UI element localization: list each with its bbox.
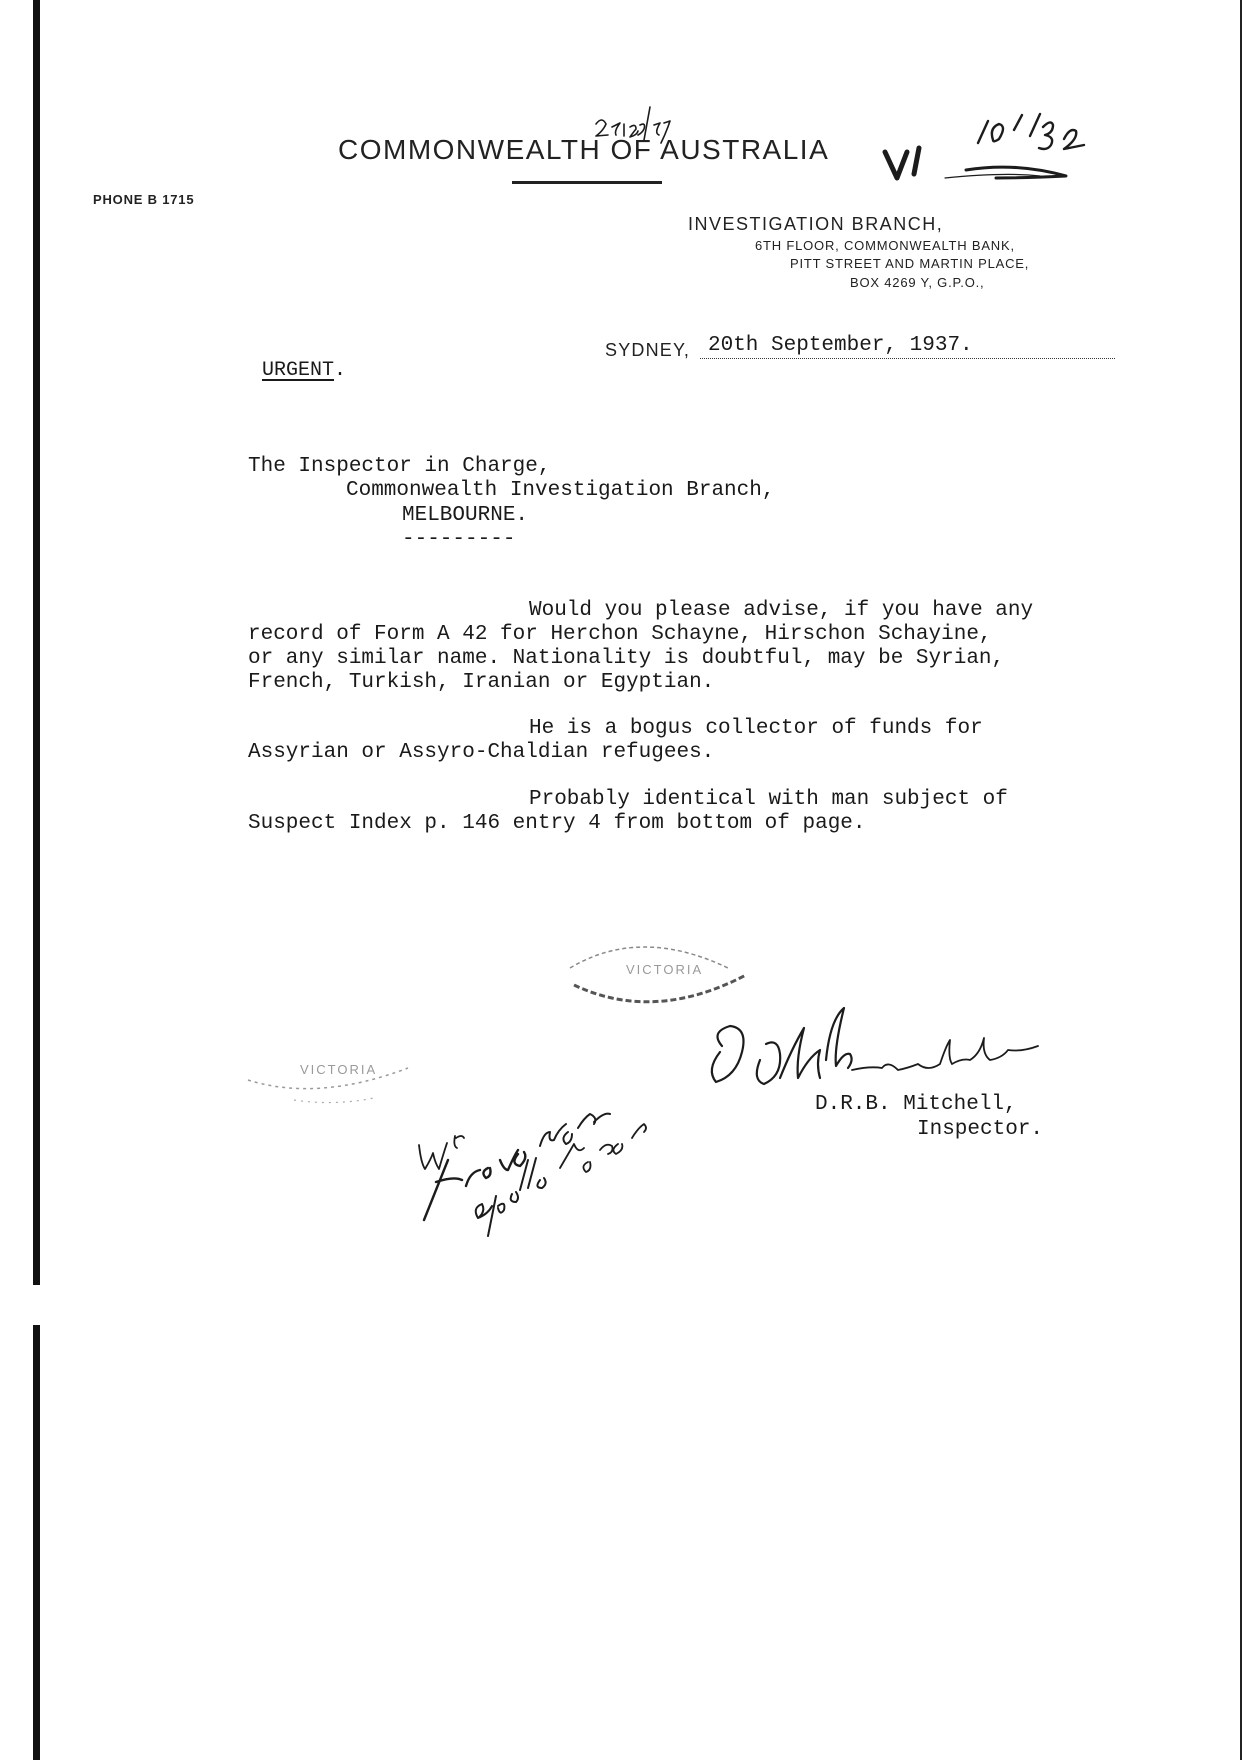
recipient-rule: --------- <box>402 528 516 551</box>
body-line: Assyrian or Assyro-Chaldian refugees. <box>248 741 715 764</box>
body-line: record of Form A 42 for Herchon Schayne, Hirschon Schayine, <box>248 623 992 646</box>
signatory-name: D.R.B. Mitchell, <box>815 1093 1017 1116</box>
handwritten-note <box>419 1114 646 1236</box>
handwritten-dash <box>945 167 1066 178</box>
phone-number: PHONE B 1715 <box>93 192 195 207</box>
address-line: PITT STREET AND MARTIN PLACE, <box>790 256 1030 271</box>
signatory-title: Inspector. <box>917 1118 1044 1141</box>
handwritten-file-ref <box>596 107 670 143</box>
dateline-city: SYDNEY, <box>605 340 691 360</box>
urgent-suffix: . <box>334 359 347 382</box>
branch-name: INVESTIGATION BRANCH, <box>688 214 944 234</box>
stamp-victoria-lower <box>248 1068 408 1103</box>
address-line: 6TH FLOOR, COMMONWEALTH BANK, <box>755 238 1015 253</box>
stamp-text: VICTORIA <box>300 1062 378 1077</box>
body-line: He is a bogus collector of funds for <box>529 717 983 740</box>
urgent-label: URGENT <box>262 359 335 382</box>
letterhead-title: COMMONWEALTH OF AUSTRALIA <box>338 134 830 165</box>
body-line: or any similar name. Nationality is doubtful, may be Syrian, <box>248 647 1005 670</box>
recipient-city: MELBOURNE. <box>402 504 529 527</box>
body-line: French, Turkish, Iranian or Egyptian. <box>248 671 715 694</box>
recipient-line: Commonwealth Investigation Branch, <box>346 479 775 502</box>
handwritten-vi-mark <box>885 148 919 178</box>
handwritten-folio <box>978 114 1084 149</box>
body-line: Probably identical with man subject of <box>529 788 1008 811</box>
stamp-victoria-upper <box>570 947 746 1002</box>
body-line: Suspect Index p. 146 entry 4 from bottom of page. <box>248 812 866 835</box>
stamp-text: VICTORIA <box>626 962 704 977</box>
signature <box>712 1008 1038 1084</box>
address-line: BOX 4269 Y, G.P.O., <box>850 275 985 290</box>
body-line: Would you please advise, if you have any <box>529 599 1034 622</box>
recipient-line: The Inspector in Charge, <box>248 455 551 478</box>
dateline-date: 20th September, 1937. <box>708 334 973 357</box>
